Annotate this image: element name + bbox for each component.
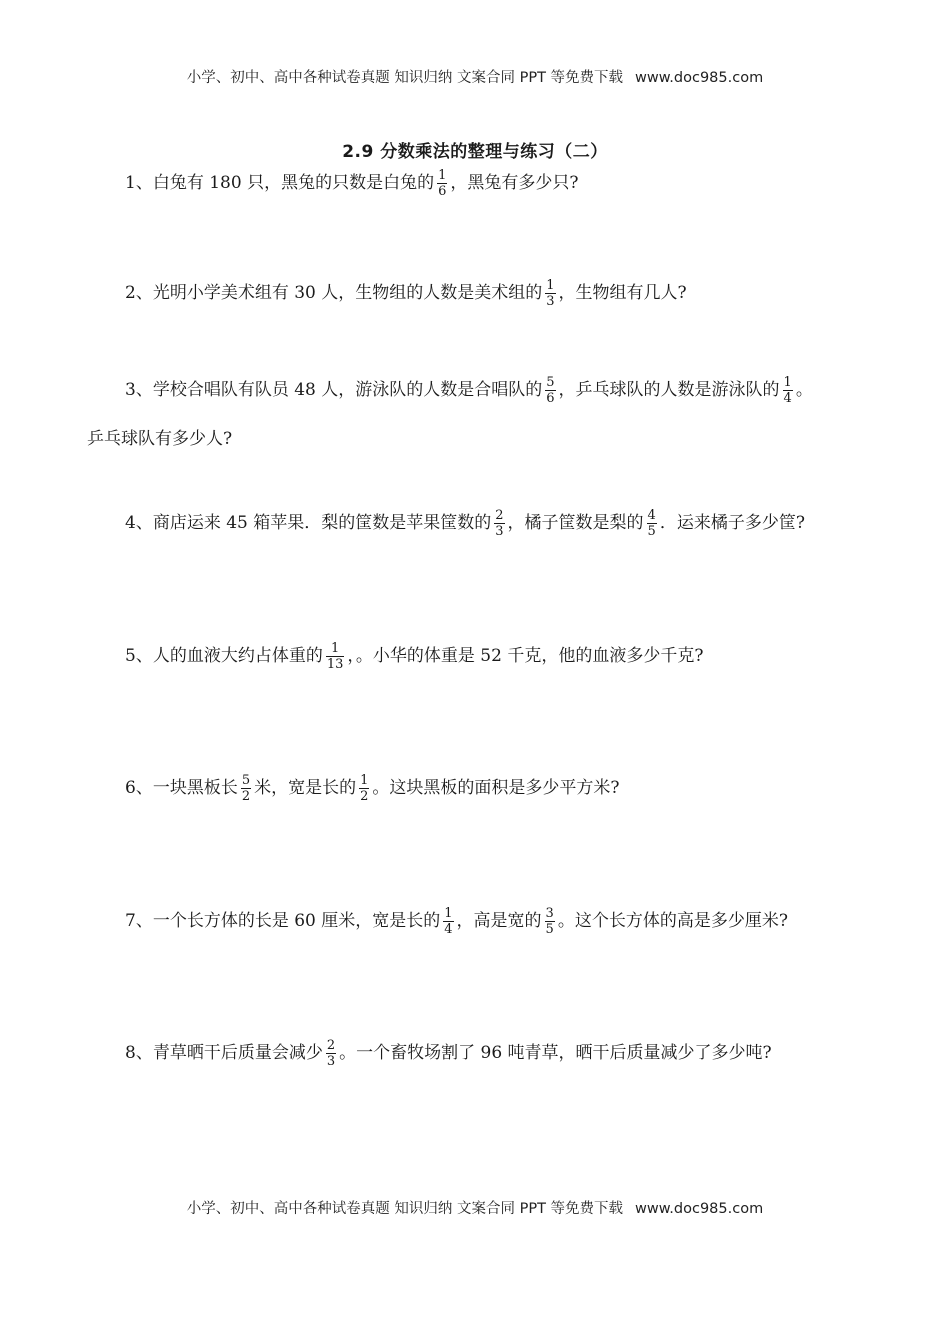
- footer-text: 小学、初中、高中各种试卷真题 知识归纳 文案合同 PPT 等免费下载: [186, 1201, 624, 1217]
- fraction: $\frac{2}{3}$: [326, 1038, 336, 1069]
- question-2: 2、光明小学美术组有 30 人，生物组的人数是美术组的 $\frac{1}{3}$ ，生物组有几人?: [125, 278, 687, 309]
- question-3-continuation: 乒乓球队有多少人?: [87, 429, 233, 449]
- fraction: $\frac{4}{5}$: [647, 508, 656, 539]
- question-1: 1、白兔有 180 只，黑兔的只数是白兔的 $\frac{1}{6}$ ，黑兔有多少只?: [125, 168, 579, 199]
- question-7: 7、一个长方体的长是 60 厘米，宽是长的 $\frac{1}{4}$ ，高是宽的 $\frac{3}{5}$ 。这个长方体的高是多少厘米?: [125, 906, 788, 937]
- fraction: $\frac{1}{13}$: [326, 641, 344, 672]
- fraction: $\frac{1}{2}$: [360, 773, 369, 804]
- header-text: 小学、初中、高中各种试卷真题 知识归纳 文案合同 PPT 等免费下载: [186, 70, 624, 86]
- fraction: $\frac{5}{2}$: [241, 773, 251, 804]
- question-3: 3、学校合唱队有队员 48 人，游泳队的人数是合唱队的 $\frac{5}{6}$ ，乒乓球队的人数是游泳队的 $\frac{1}{4}$ 。: [125, 375, 813, 406]
- footer-url[interactable]: www.doc985.com: [635, 1201, 764, 1217]
- fraction: $\frac{1}{6}$: [438, 168, 447, 199]
- fraction: $\frac{1}{4}$: [783, 375, 792, 406]
- page-footer: [0, 1197, 950, 1218]
- fraction: $\frac{1}{3}$: [546, 278, 555, 309]
- question-5: 5、人的血液大约占体重的 $\frac{1}{13}$ ，。小华的体重是 52 千克，他的血液多少千克?: [125, 641, 704, 672]
- question-4: 4、商店运来 45 箱苹果．梨的筐数是苹果筐数的 $\frac{2}{3}$ ，橘子筐数是梨的 $\frac{4}{5}$ ．运来橘子多少筐?: [125, 508, 805, 539]
- fraction: $\frac{5}{6}$: [546, 375, 555, 406]
- fraction: $\frac{2}{3}$: [495, 508, 504, 539]
- fraction: $\frac{1}{4}$: [444, 906, 453, 937]
- question-8: 8、青草晒干后质量会减少 $\frac{2}{3}$ 。一个畜牧场割了 96 吨青草，晒干后质量减少了多少吨?: [125, 1038, 772, 1069]
- page-header: [0, 66, 950, 87]
- fraction: $\frac{3}{5}$: [545, 906, 554, 937]
- header-url[interactable]: www.doc985.com: [635, 70, 764, 86]
- question-6: 6、一块黑板长 $\frac{5}{2}$ 米，宽是长的 $\frac{1}{2}$ 。这块黑板的面积是多少平方米?: [125, 773, 620, 804]
- page-title: 2.9 分数乘法的整理与练习（二）: [342, 142, 608, 162]
